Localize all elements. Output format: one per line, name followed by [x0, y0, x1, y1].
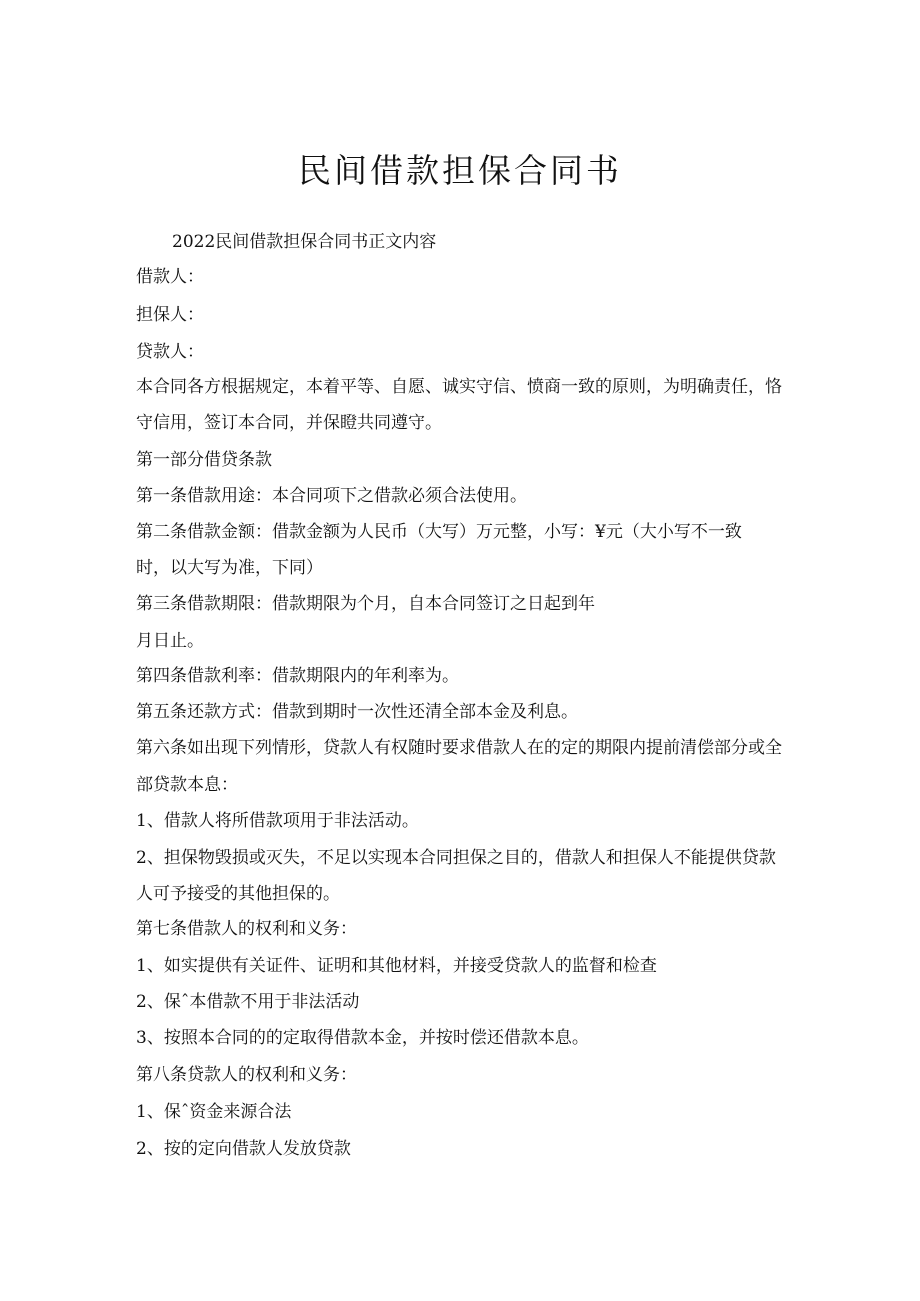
- document-title: 民间借款担保合同书: [298, 151, 622, 190]
- paragraph-line: 2、担保物毁损或灭失，不足以实现本合同担保之目的，借款人和担保人不能提供贷款: [136, 848, 776, 868]
- paragraph-line: 第四条借款利率：借款期限内的年利率为。: [136, 666, 459, 686]
- paragraph-line: 第一条借款用途：本合同项下之借款必须合法使用。: [136, 486, 527, 506]
- paragraph-line: 贷款人：: [136, 342, 204, 362]
- paragraph-line: 第三条借款期限：借款期限为个月，自本合同签订之日起到年: [136, 594, 595, 614]
- paragraph-line: 月日止。: [136, 631, 204, 651]
- paragraph-line: 2、按的定向借款人发放贷款: [136, 1139, 351, 1159]
- paragraph-line: 1、保ˆ资金来源合法: [136, 1102, 292, 1122]
- paragraph-line: 第八条贷款人的权利和义务：: [136, 1065, 357, 1085]
- paragraph-line: 第六条如出现下列情形，贷款人有权随时要求借款人在的定的期限内提前清偿部分或全: [136, 738, 782, 758]
- paragraph-line: 1、借款人将所借款项用于非法活动。: [136, 811, 419, 831]
- paragraph-line: 第二条借款金额：借款金额为人民币（大写）万元整，小写：¥元（大小写不一致: [136, 522, 742, 542]
- paragraph-line: 第一部分借贷条款: [136, 450, 272, 470]
- document-subtitle: 2022民间借款担保合同书正文内容: [172, 232, 437, 252]
- paragraph-line: 本合同各方根据规定，本着平等、自愿、诚实守信、愤商一致的原则，为明确责任，恪: [136, 377, 782, 397]
- paragraph-line: 1、如实提供有关证件、证明和其他材料，并接受贷款人的监督和检查: [136, 956, 657, 976]
- paragraph-line: 第七条借款人的权利和义务：: [136, 919, 357, 939]
- paragraph-line: 人可予接受的其他担保的。: [136, 884, 340, 904]
- paragraph-line: 担保人：: [136, 305, 204, 325]
- paragraph-line: 2、保ˆ本借款不用于非法活动: [136, 992, 360, 1012]
- paragraph-line: 借款人：: [136, 267, 204, 287]
- paragraph-line: 部贷款本息：: [136, 775, 238, 795]
- paragraph-line: 守信用，签订本合同，并保瞪共同遵守。: [136, 413, 442, 433]
- paragraph-line: 时，以大写为准，下同）: [136, 558, 323, 578]
- paragraph-line: 3、按照本合同的的定取得借款本金，并按时偿还借款本息。: [136, 1028, 589, 1048]
- paragraph-line: 第五条还款方式：借款到期时一次性还清全部本金及利息。: [136, 702, 578, 722]
